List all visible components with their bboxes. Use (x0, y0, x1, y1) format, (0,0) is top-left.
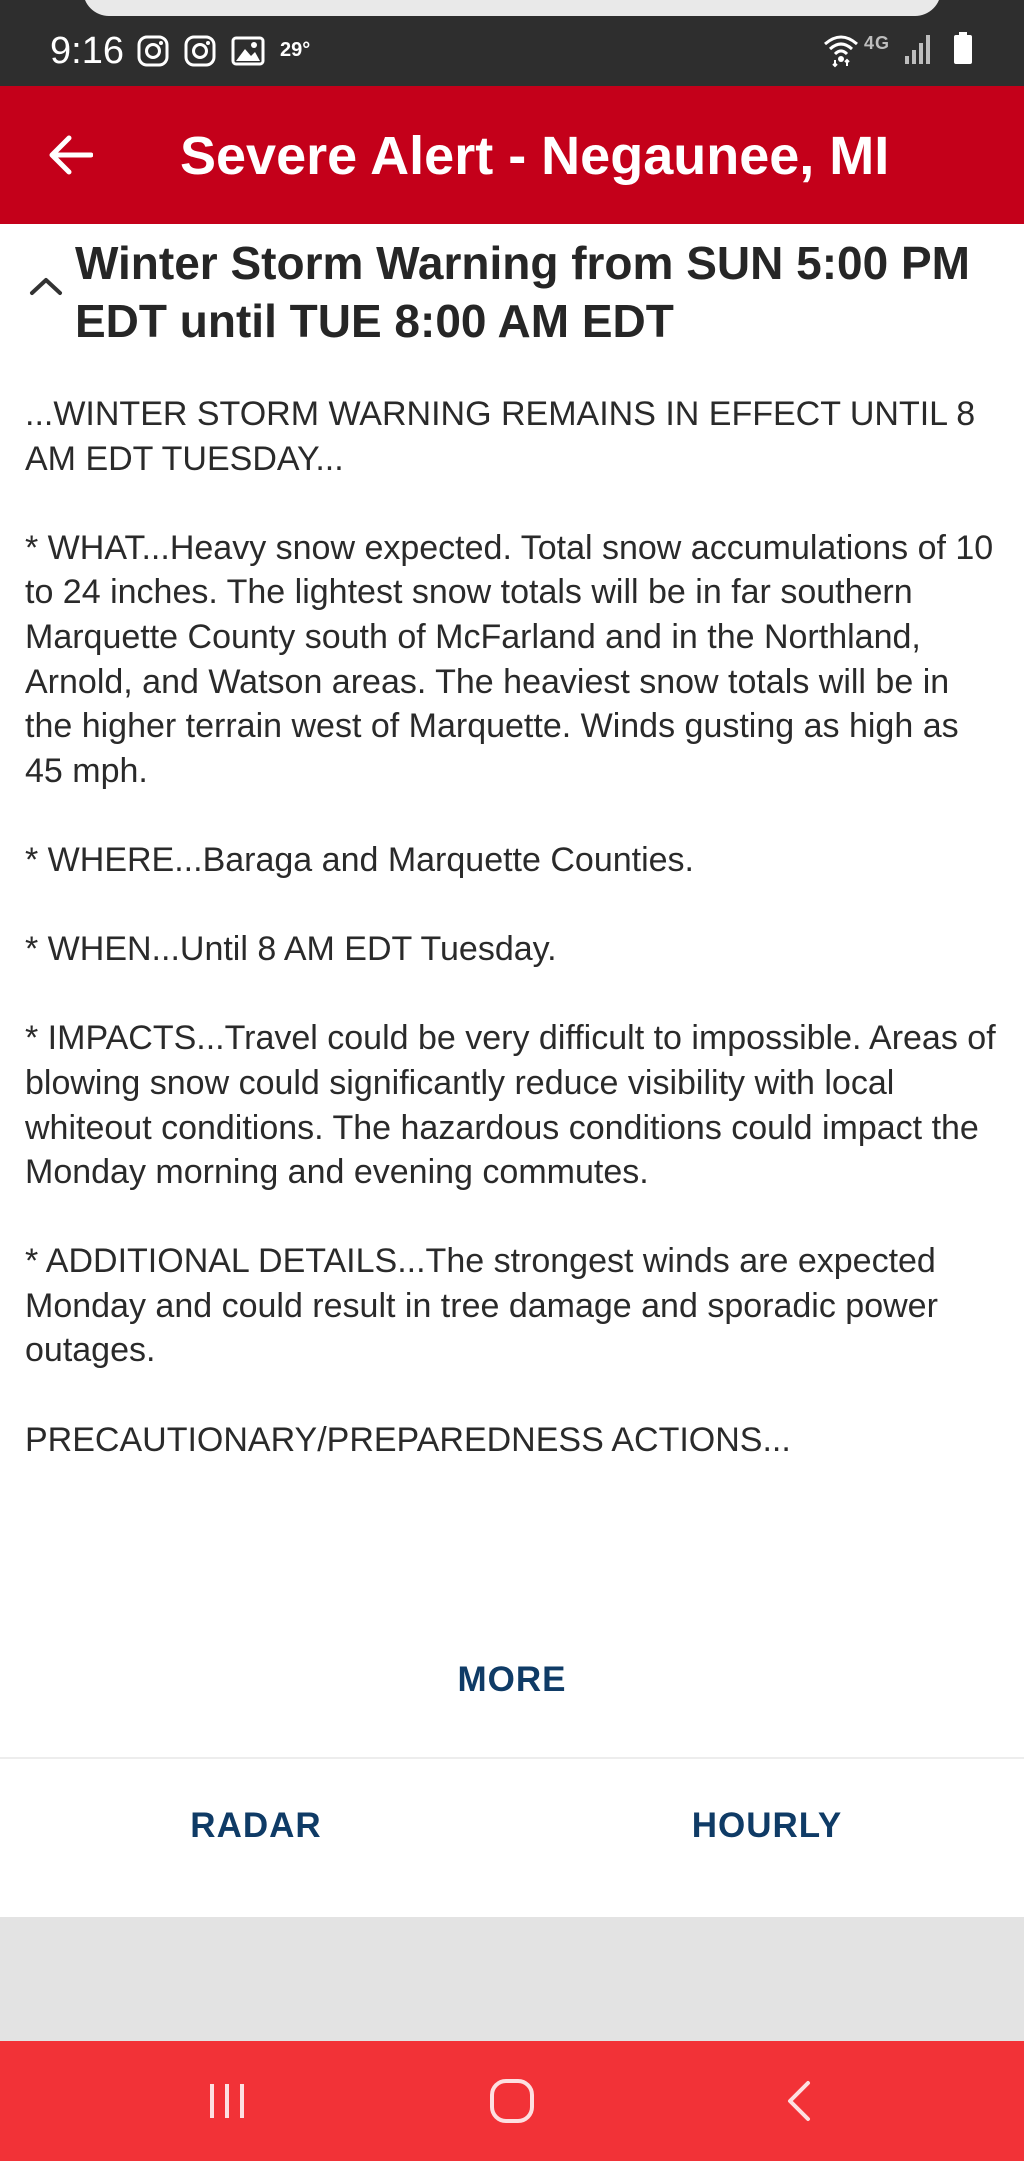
home-button[interactable] (462, 2061, 562, 2141)
gallery-icon (231, 34, 265, 68)
status-bar (0, 0, 1024, 86)
arrow-left-icon (47, 135, 93, 175)
hourly-button[interactable]: HOURLY (691, 1806, 843, 1845)
more-button[interactable]: MORE (457, 1660, 567, 1699)
tab-bar (0, 1759, 1024, 1917)
status-temperature: 29° (280, 39, 311, 61)
home-icon (488, 2077, 536, 2125)
alert-paragraph: * WHAT...Heavy snow expected. Total snow accumulations of 10 to 24 inches. The lightest snow totals will be in far southern Marquette County south of McFarland and in the Northland, Arnold, and Watson areas. The heaviest snow totals will be in the higher terrain west of Marquette. Winds gusting as high as 45 mph. (25, 528, 994, 790)
chevron-up-icon[interactable] (26, 266, 66, 306)
alert-paragraph: * ADDITIONAL DETAILS...The strongest winds are expected Monday and could result in tree damage and sporadic power outages. (25, 1242, 938, 1370)
network-type: 4G (864, 33, 891, 53)
wifi-icon (822, 30, 860, 68)
recent-apps-button[interactable] (177, 2061, 277, 2141)
alert-title: Winter Storm Warning from SUN 5:00 PM EDT until TUE 8:00 AM EDT (75, 237, 970, 347)
system-nav-bar (0, 2041, 1024, 2161)
alert-paragraph: * WHEN...Until 8 AM EDT Tuesday. (25, 930, 557, 969)
back-button[interactable] (30, 120, 110, 190)
alert-header[interactable] (0, 224, 1024, 374)
recent-apps-icon (204, 2081, 250, 2121)
alert-paragraph: * WHERE...Baraga and Marquette Counties. (25, 840, 694, 879)
alert-body (25, 392, 1005, 1507)
alert-paragraph: ...WINTER STORM WARNING REMAINS IN EFFECT UNTIL 8 AM EDT TUESDAY... (25, 395, 976, 478)
page-title: Severe Alert - Negaunee, MI (180, 126, 890, 186)
status-time: 9:16 (50, 30, 124, 72)
notification-handle (83, 0, 941, 16)
battery-icon (952, 30, 974, 66)
ad-space (0, 1917, 1024, 2041)
instagram-icon (136, 34, 170, 68)
signal-icon (904, 30, 934, 66)
app-bar (0, 86, 1024, 224)
alert-paragraph: * IMPACTS...Travel could be very difficult to impossible. Areas of blowing snow could significantly reduce visibility with local whiteout conditions. The hazardous conditions could impact the Monday morning and evening commutes. (25, 1019, 996, 1192)
alert-paragraph: PRECAUTIONARY/PREPAREDNESS ACTIONS... (25, 1420, 791, 1459)
back-icon (782, 2079, 816, 2123)
system-back-button[interactable] (749, 2061, 849, 2141)
radar-button[interactable]: RADAR (190, 1806, 322, 1845)
instagram-icon (183, 34, 217, 68)
